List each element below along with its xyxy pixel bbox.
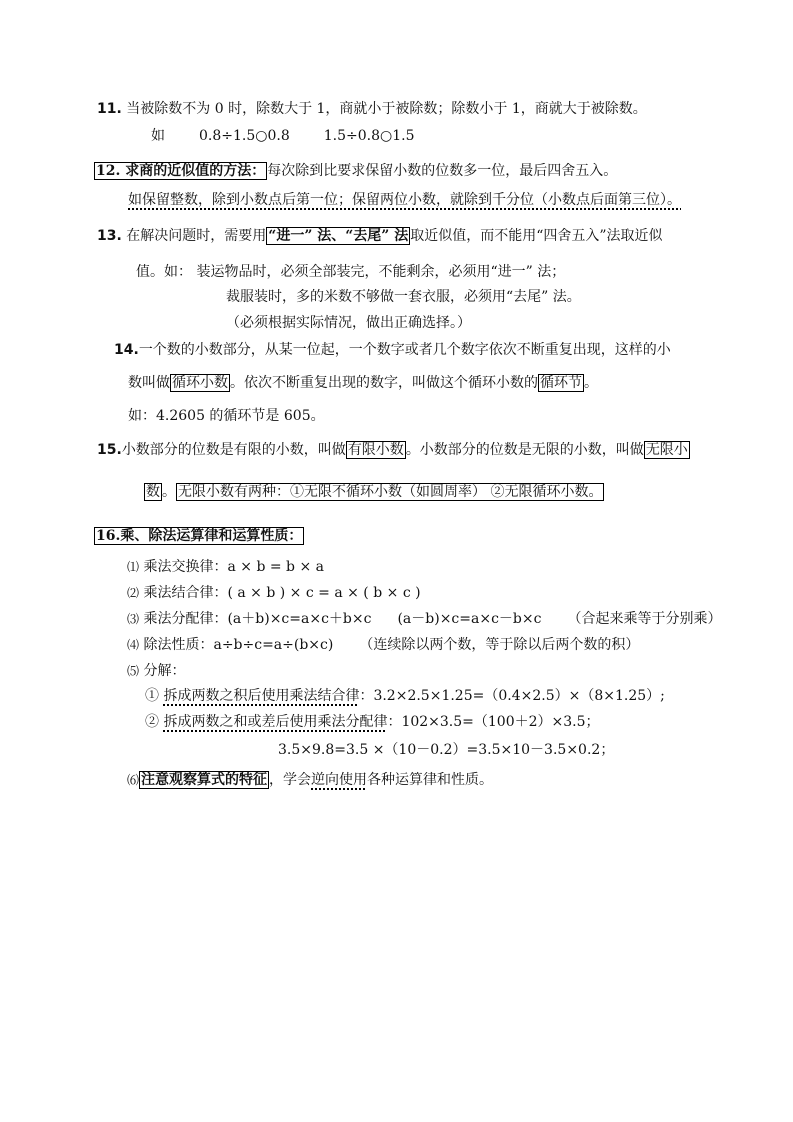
item-15-mid: 。小数部分的位数是无限的小数，叫做 <box>405 442 644 458</box>
decompose-difference <box>278 740 614 760</box>
observe-tip <box>127 770 493 790</box>
law-3-number: ⑶ <box>127 612 140 626</box>
item-15 <box>97 440 690 460</box>
item-14-mid: 。依次不断重复出现的数字，叫做这个循环小数的 <box>230 375 538 391</box>
law-3-b: (a－b)×c=a×c－b×c <box>397 611 542 627</box>
item-13-line3 <box>226 287 581 307</box>
item-11-text: 当被除数不为 0 时，除数大于 1，商就小于被除数；除数小于 1，商就大于被除数。 <box>126 101 647 117</box>
law-6-post: 各种运算律和性质。 <box>367 772 494 788</box>
decompose-product <box>145 686 665 706</box>
item-13-number: 13. <box>97 228 122 244</box>
law-4-note: （连续除以两个数，等于除以后两个数的积） <box>359 637 640 653</box>
item-12 <box>94 161 617 181</box>
item-12-text: 每次除到比要求保留小数的位数多一位，最后四舍五入。 <box>267 163 618 179</box>
law-4-a: 除法性质：a÷b÷c=a÷(b×c) <box>143 637 334 653</box>
law-1-text: 乘法交换律：a × b = b × a <box>143 559 324 575</box>
item-15-line2 <box>144 482 604 502</box>
item-13 <box>97 226 663 246</box>
law-5-text: 分解： <box>143 663 186 679</box>
law-2-number: ⑵ <box>127 586 140 600</box>
law-division <box>127 635 639 655</box>
law-1-number: ⑴ <box>127 560 140 574</box>
sub-1-equation: ：3.2×2.5×1.25=（0.4×2.5）×（8×1.25）; <box>359 688 665 704</box>
item-14-line2 <box>128 373 598 393</box>
law-distributive <box>127 609 721 629</box>
item-12-title: 12. 求商的近似值的方法： <box>96 163 266 179</box>
law-associative <box>127 583 421 603</box>
item-13-note: （必须根据实际情况，做出正确选择。） <box>226 315 471 331</box>
item-13-example-2: 裁服装时，多的米数不够做一套衣服，必须用“去尾” 法。 <box>226 289 581 305</box>
example-label: 如 <box>151 128 165 144</box>
item-14-number: 14. <box>114 342 139 358</box>
example-b: 1.5÷0.8○1.5 <box>323 128 415 144</box>
item-11 <box>97 99 647 119</box>
item-13-box: “进一” 法、“去尾” 法 <box>268 228 409 244</box>
decompose-sum <box>145 712 600 732</box>
sub-2-number: ② <box>145 714 159 730</box>
item-16-title: 16.乘、除法运算律和运算性质： <box>96 528 303 544</box>
item-14 <box>114 340 671 360</box>
term-finite-decimal: 有限小数 <box>347 442 404 458</box>
item-15-pre: 小数部分的位数是有限的小数，叫做 <box>121 442 346 458</box>
law-4-number: ⑷ <box>127 638 140 652</box>
item-14-example <box>128 406 325 426</box>
reverse-use: 逆向使用 <box>311 772 368 788</box>
law-2-text: 乘法结合律：( a × b ) × c = a × ( b × c ) <box>143 585 421 601</box>
item-14-text: 一个数的小数部分，从某一位起，一个数字或者几个数字依次不断重复出现，这样的小 <box>138 342 671 358</box>
law-6-number: ⑹ <box>127 773 140 787</box>
sub-1-text: 拆成两数之积后使用乘法结合律 <box>163 688 360 704</box>
observe-features: 注意观察算式的特征 <box>141 772 268 788</box>
item-13-line4 <box>226 313 471 333</box>
item-12-rule: 如保留整数，除到小数点后第一位；保留两位小数，就除到千分位（小数点后面第三位）。 <box>128 192 681 208</box>
item-12-line2 <box>128 190 681 210</box>
term-repetend: 循环节 <box>540 375 582 391</box>
item-11-example <box>151 126 415 146</box>
item-15-end: 。 <box>162 484 176 500</box>
item-16 <box>94 526 304 546</box>
term-infinite-decimal-b: 数 <box>146 484 160 500</box>
example-a: 0.8÷1.5○0.8 <box>199 128 290 144</box>
sub-2-equation: ：102×3.5=（100＋2）×3.5； <box>387 714 600 730</box>
law-commutative <box>127 557 324 577</box>
item-15-number: 15. <box>97 442 122 458</box>
item-13-post: 取近似值，而不能用“四舍五入”法取近似 <box>410 228 663 244</box>
law-decompose <box>127 661 185 681</box>
infinite-decimal-types: 无限小数有两种：①无限不循环小数（如圆周率） ②无限循环小数。 <box>178 484 603 500</box>
law-3-note: （合起来乘等于分别乘） <box>567 611 722 627</box>
law-6-pre: ，学会 <box>269 772 312 788</box>
law-3-a: 乘法分配律：(a＋b)×c=a×c＋b×c <box>143 611 372 627</box>
item-14-end: 。 <box>584 375 598 391</box>
sub-2-text: 拆成两数之和或差后使用乘法分配律 <box>163 714 388 730</box>
sub-1-number: ① <box>145 688 159 704</box>
term-recurring-decimal: 循环小数 <box>172 375 228 391</box>
law-5-number: ⑸ <box>127 664 140 678</box>
item-14-example-text: 如：4.2605 的循环节是 605。 <box>128 408 325 424</box>
item-13-line2 <box>136 262 565 282</box>
item-13-example-1: 值。如： 装运物品时，必须全部装完，不能剩余，必须用“进一” 法； <box>136 264 566 280</box>
item-13-pre: 在解决问题时，需要用 <box>126 228 267 244</box>
item-14-pre: 数叫做 <box>128 375 170 391</box>
term-infinite-decimal-a: 无限小 <box>645 442 688 458</box>
item-11-number: 11. <box>97 101 122 117</box>
sub-3-equation: 3.5×9.8=3.5 ×（10－0.2）=3.5×10－3.5×0.2； <box>278 742 615 758</box>
